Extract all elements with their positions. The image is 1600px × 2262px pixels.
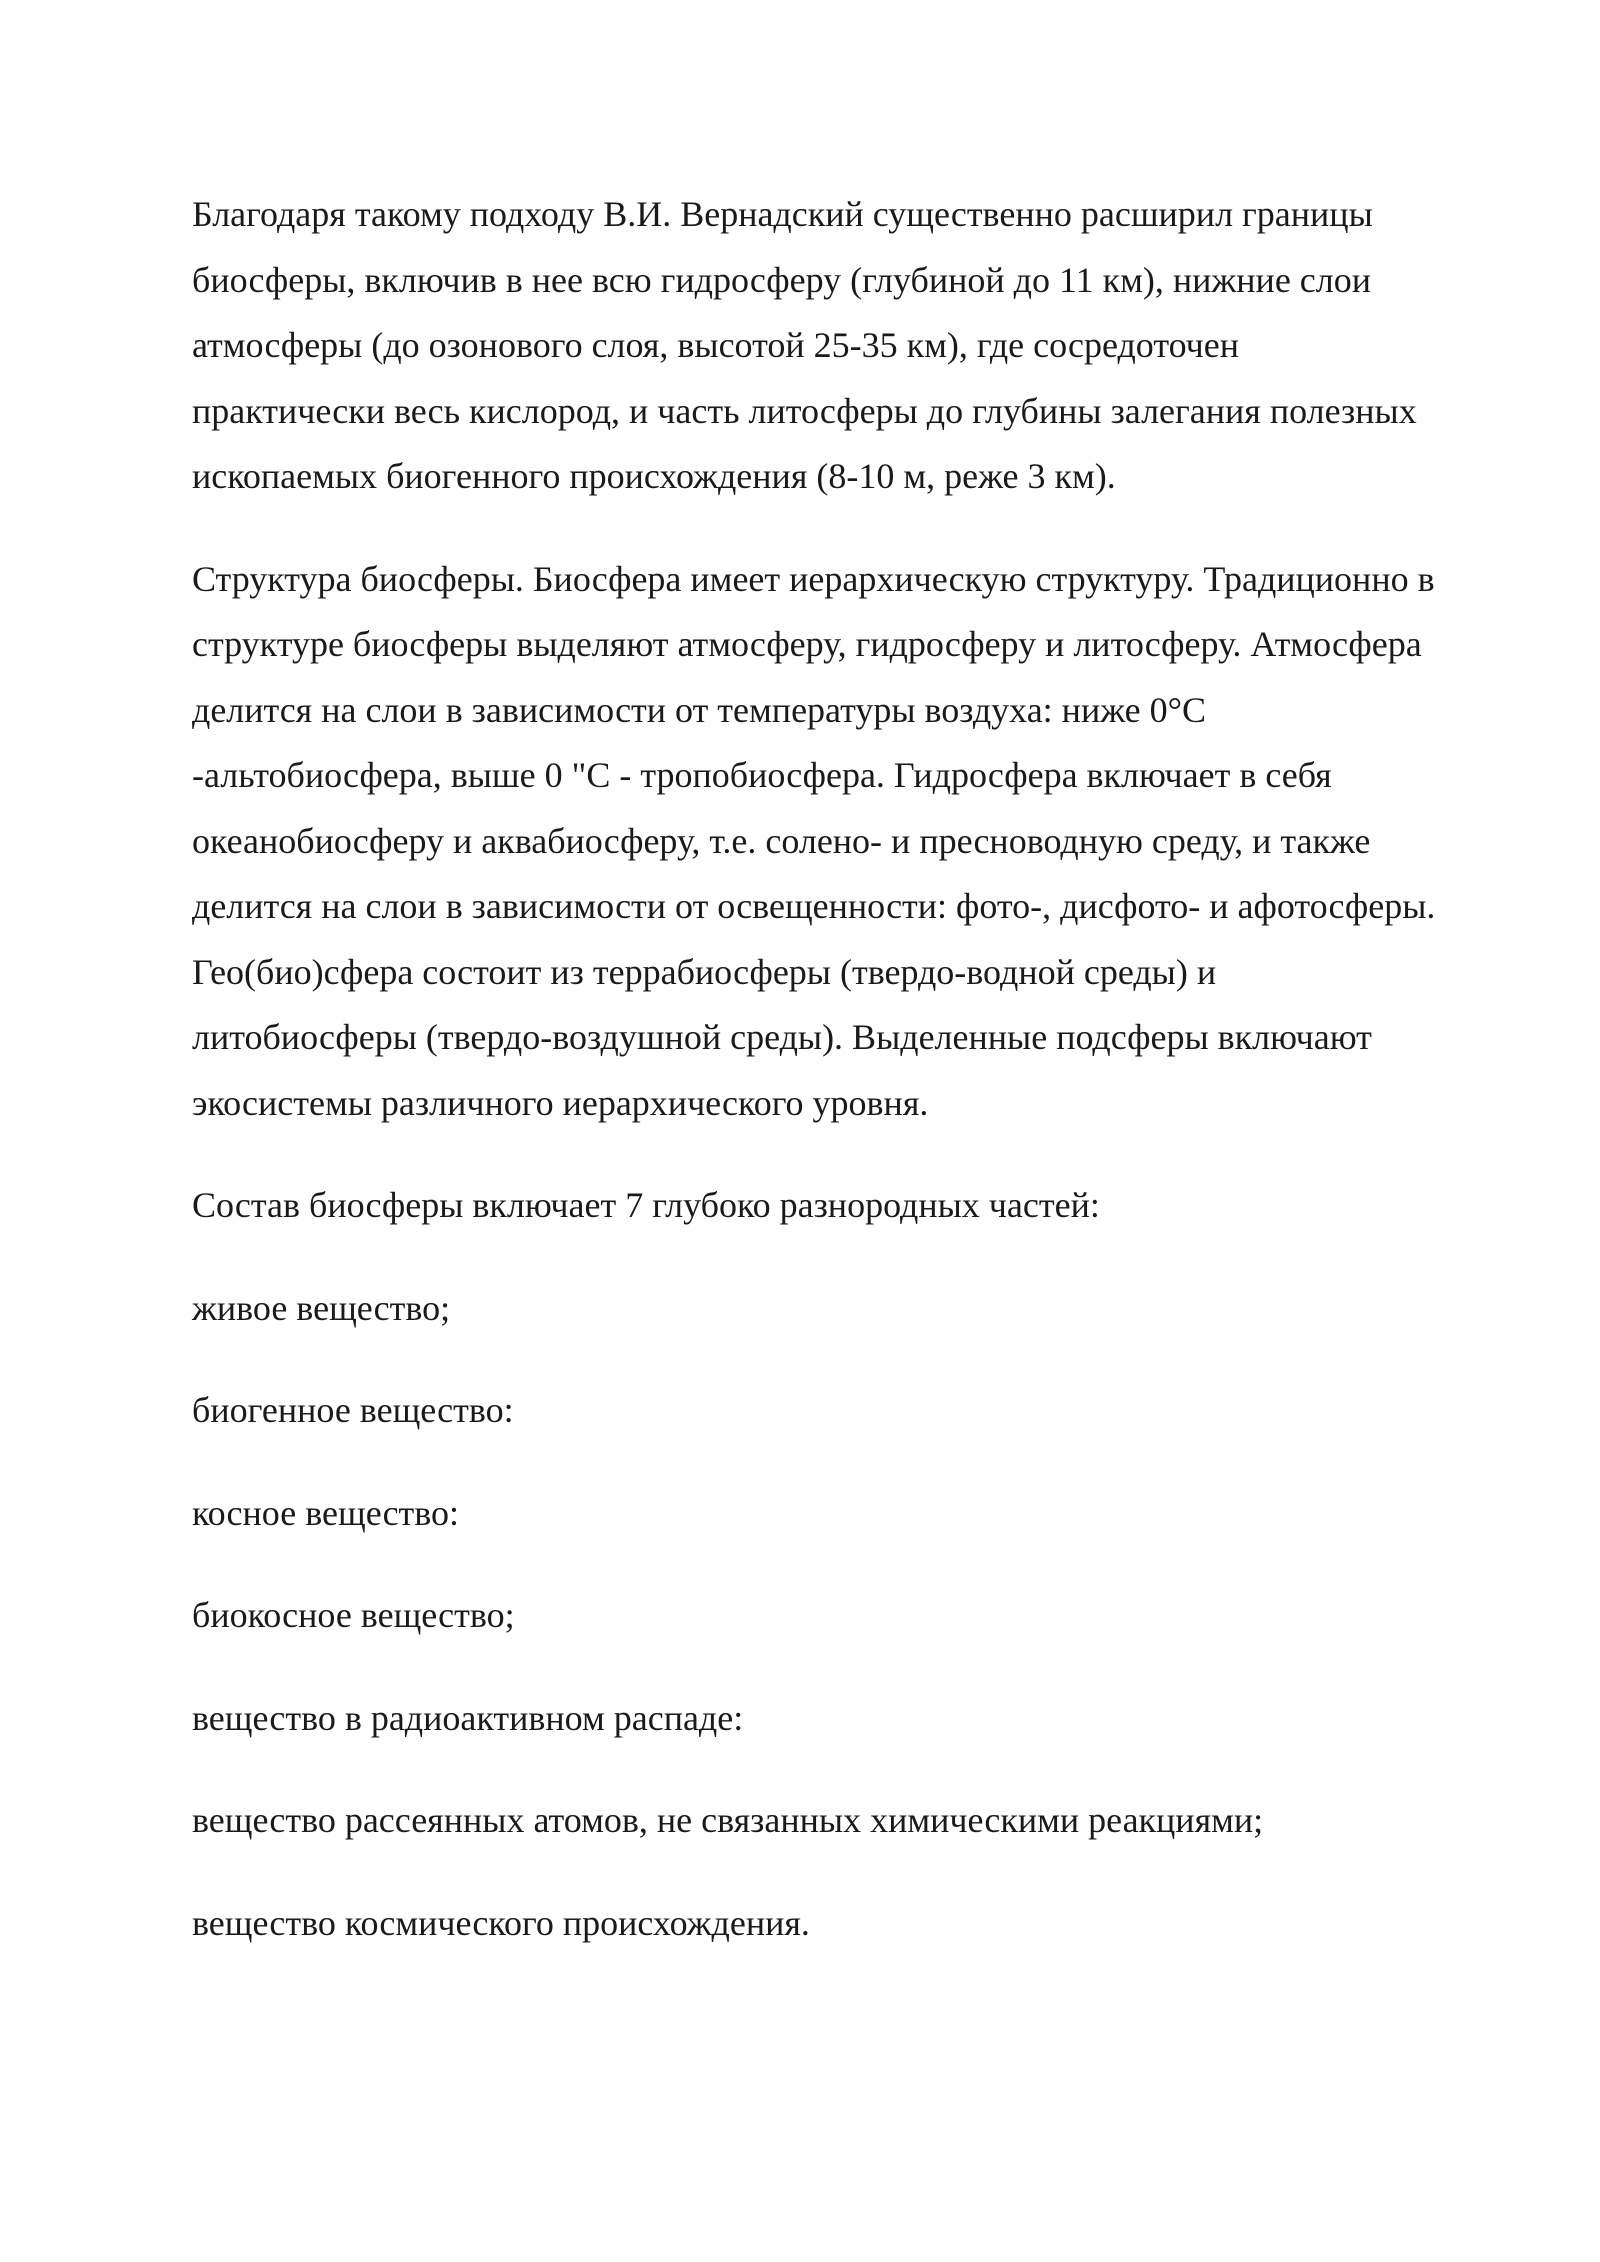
list-item: вещество рассеянных атомов, не связанных химическими реакциями; — [192, 1800, 1264, 1840]
list-item: косное вещество: — [192, 1492, 460, 1533]
paragraph-biosphere-boundaries: Благодаря такому подходу В.И. Вернадский существенно расширил границы биосферы, включив в нее всю гидросферу (глубиной до 11 км), нижние слои атмосферы (до озонового слоя, высотой 25-35 км), где сосредоточен практически весь кислород, и часть литосферы до глубины залегания полезных ископаемых биогенного происхождения (8-10 м, реже 3 км). — [192, 194, 1417, 496]
composition-list — [192, 1276, 1437, 1957]
list-item: живое вещество; — [192, 1287, 451, 1328]
list-item: биокосное вещество; — [192, 1595, 515, 1635]
paragraph-biosphere-structure: Структура биосферы. Биосфера имеет иерархическую структуру. Традиционно в структуре биосферы выделяют атмосферу, гидросферу и литосферу. Атмосфера делится на слои в зависимости от температуры воздуха: ниже 0°С -альтобиосфера, выше 0 "С - тропобиосфера. Гидросфера включает в себя океанобиосферу и аквабиосферу, т.е. солено- и пресноводную среду, и также делится на слои в зависимости от освещенности: фото-, дисфото- и афотосферы. Гео(био)сфера состоит из террабиосферы (твердо-водной среды) и литобиосферы (твердо-воздушной среды). Выделенные подсферы включают экосистемы различного иерархического уровня. — [192, 558, 1436, 1123]
list-item: вещество космического происхождения. — [192, 1902, 810, 1943]
list-item: вещество в радиоактивном распаде: — [192, 1697, 744, 1738]
paragraph-biosphere-composition: Состав биосферы включает 7 глубоко разнородных частей: — [192, 1185, 1100, 1225]
list-item: биогенное вещество: — [192, 1390, 514, 1430]
document-body — [192, 182, 1437, 1956]
